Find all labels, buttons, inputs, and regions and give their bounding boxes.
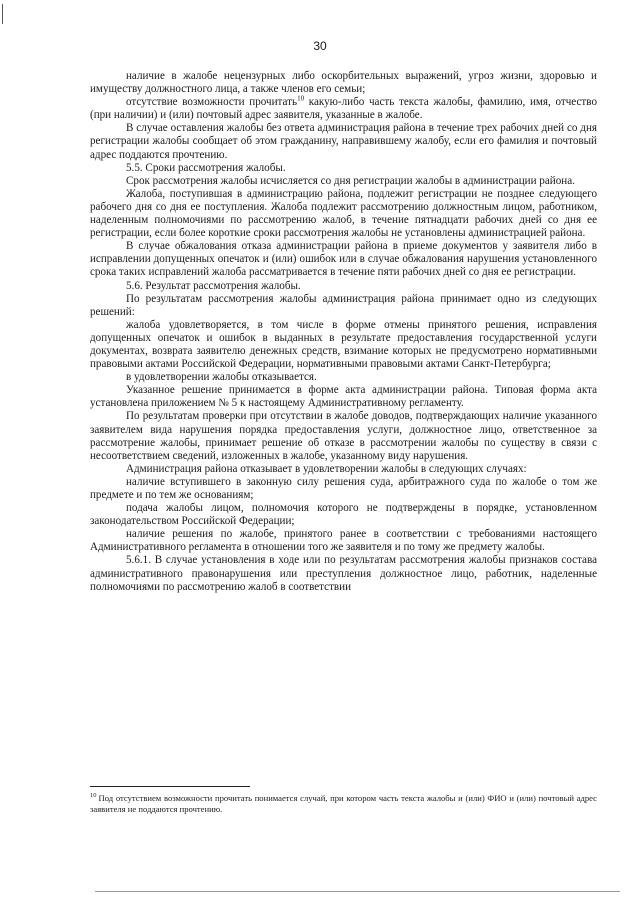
paragraph-decisions-intro: По результатам рассмотрения жалобы администрация района принимает одно из следующих решений: [90, 292, 597, 318]
footnote-number: 10 [90, 792, 97, 800]
footnote [90, 793, 597, 815]
footnote-separator [90, 786, 250, 787]
paragraph-refusal-cases: Администрация района отказывает в удовлетворении жалобы в следующих случаях: [126, 462, 527, 475]
paragraph-registration: Жалоба, поступившая в администрацию района, подлежит регистрации не позднее следующего рабочего дня со дня ее поступления. Жалоба подлежит рассмотрению должностным лицом, работником, наделенным полномочиями по рассмотрению жалоб, в течение пятнадцати рабочих дней со дня ее регистрации, если более короткие сроки рассмотрения жалобы не установлены администрацией района. [90, 187, 597, 240]
paragraph-unauthorized-person: подача жалобы лицом, полномочия которого не подтверждены в порядке, установленном законодательством Российской Федерации; [90, 502, 597, 528]
section-heading-5-5: 5.5. Сроки рассмотрения жалобы. [126, 161, 286, 174]
document-body [90, 70, 597, 594]
scan-edge-mark [2, 4, 3, 24]
paragraph-refusal-appeal: В случае обжалования отказа администрации района в приеме документов у заявителя либо в исправлении допущенных опечаток и (или) ошибок или в случае обжалования нарушения установленного срока таких исправлений жалоба рассматривается в течение пяти рабочих дней со дня ее регистрации. [90, 240, 597, 279]
paragraph-unreadable-text-after: какую-либо часть текста жалобы, фамилию, имя, отчество (при наличии) и (или) почтовый адрес заявителя, указанные в жалобе. [90, 96, 597, 122]
section-heading-5-6: 5.6. Результат рассмотрения жалобы. [126, 279, 301, 292]
footnote-text: Под отсутствием возможности прочитать понимается случай, при котором часть текста жалобы и (или) ФИО и (или) почтовый адрес заявителя не поддаются прочтению. [90, 793, 597, 814]
paragraph-unreadable-text-before: отсутствие возможности прочитать [126, 96, 298, 109]
paragraph-previous-decision: наличие решения по жалобе, принятого ранее в соответствии с требованиями настоящего Административного регламента в отношении того же заявителя и по тому же предмету жалобы. [90, 528, 597, 554]
paragraph-5-6-1: 5.6.1. В случае установления в ходе или по результатам рассмотрения жалобы признаков состава административного правонарушения или преступления должностное лицо, работник, наделенные полномочиями по рассмотрению жалоб в соответствии [90, 554, 597, 593]
page-number: 30 [313, 39, 327, 53]
footnote-reference: 10 [297, 94, 305, 103]
paragraph-court-decision: наличие вступившего в законную силу решения суда, арбитражного суда по жалобе о том же предмете и по тем же основаниям; [90, 475, 597, 501]
paragraph-decision-satisfy: жалоба удовлетворяется, в том числе в форме отмены принятого решения, исправления допущенных опечаток и ошибок в выданных в результате предоставления государственной услуги документах, возврата заявителю денежных средств, взимание которых не предусмотрено нормативными правовыми актами Российской Федерации, нормативными правовыми актами Санкт-Петербурга; [90, 318, 597, 371]
paragraph-no-response: В случае оставления жалобы без ответа администрация района в течение трех рабочих дней со дня регистрации жалобы сообщает об этом гражданину, направившему жалобу, если его фамилия и почтовый адрес поддаются прочтению. [90, 122, 597, 161]
paragraph-verification-result: По результатам проверки при отсутствии в жалобе доводов, подтверждающих наличие указанного заявителем вида нарушения порядка предоставления услуги, должностное лицо, ответственное за рассмотрение жалобы, принимает решение об отказе в рассмотрении жалобы по существу в связи с несоответствием сведений, изложенных в жалобе, указанному виду нарушения. [90, 410, 597, 462]
paragraph-decision-form: Указанное решение принимается в форме акта администрации района. Типовая форма акта установлена приложением № 5 к настоящему Административному регламенту. [90, 384, 597, 410]
scan-bottom-line [95, 891, 620, 892]
paragraph-obscene-language: наличие в жалобе нецензурных либо оскорбительных выражений, угроз жизни, здоровью и имуществу должностного лица, а также членов его семьи; [90, 70, 597, 96]
paragraph-term-calculation: Срок рассмотрения жалобы исчисляется со дня регистрации жалобы в администрации района. [126, 174, 575, 187]
paragraph-decision-refuse: в удовлетворении жалобы отказывается. [126, 371, 317, 384]
paragraph-unreadable-text [90, 96, 597, 122]
